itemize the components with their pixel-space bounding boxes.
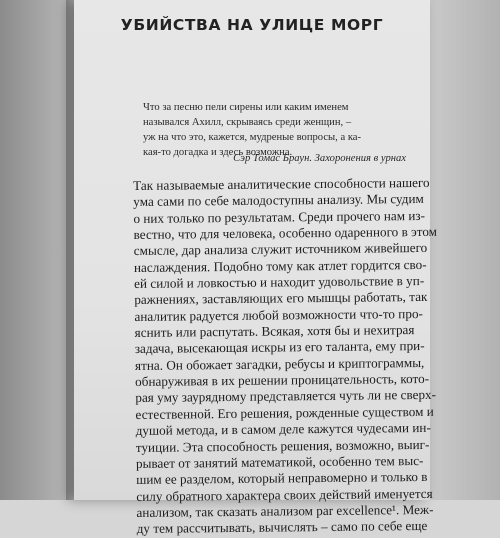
body-line: вестно, что для человека, особенно одаренного в этом (133, 223, 438, 243)
body-line: естественной. Его решения, рожденные существом и (135, 403, 434, 422)
body-line: наслаждения. Подобно тому как атлет гордится сво- (133, 256, 427, 275)
body-line: Так называемые аналитические способности нашего (133, 174, 430, 193)
body-line: ей силой и ловкостью и находит удовольствие в уп- (134, 273, 425, 292)
body-line: яснить или распутать. Всякая, хотя бы и нехитрая (134, 322, 415, 341)
epigraph-attribution: Сэр Томас Браун. Захоронения в урнах (233, 153, 406, 164)
body-line: ума сами по себе малодоступны анализу. Мы судим (133, 191, 424, 210)
body-line: шим ее разделом, который неправомерно и только в (136, 469, 428, 488)
epigraph-line: уж на что это, кажется, мудреные вопросы, а ка- (143, 132, 362, 143)
body-text (133, 174, 438, 537)
chapter-title: УБИЙСТВА НА УЛИЦЕ МОРГ (120, 16, 384, 34)
body-line: аналитик радуется любой возможности что-то про- (134, 305, 423, 324)
body-line: ражнениях, заставляющих его мышцы работать, так (134, 289, 428, 308)
body-line: силу обратного характера своих действий именуется (136, 485, 433, 504)
body-line: душой метода, и в самом деле кажутся чудесами ин- (135, 420, 431, 439)
body-line: ду тем рассчитывать, вычислять – само по себе еще (136, 518, 428, 537)
body-line: обнаруживая в их решении проницательность, кото- (135, 371, 430, 390)
epigraph-line: назывался Ахилл, скрываясь среди женщин, – (143, 117, 352, 128)
epigraph-line: Что за песню пели сирены или каким именем (143, 102, 349, 113)
book-page (74, 0, 438, 537)
body-line: ятна. Он обожает загадки, ребусы и криптограммы, (134, 354, 425, 373)
epigraph (143, 100, 405, 160)
epigraph-line: кая-то догадка и здесь возможна. (143, 147, 293, 158)
body-line: рая уму заурядному представляется чуть ли не сверх- (135, 387, 437, 406)
body-line: смысле, дар анализа служит источником живейшего (133, 240, 428, 259)
body-line: о них только по результатам. Среди прочего нам из- (133, 207, 426, 226)
body-line: рывает от занятий математикой, особенно тем выс- (135, 452, 424, 471)
body-line: туиции. Эта способность решения, возможно, выиг- (135, 436, 430, 455)
body-line: задача, высекающая искры из его таланта, ему при- (134, 338, 425, 357)
body-line: анализом, так сказать анализом par excellence¹. Меж- (136, 501, 434, 520)
